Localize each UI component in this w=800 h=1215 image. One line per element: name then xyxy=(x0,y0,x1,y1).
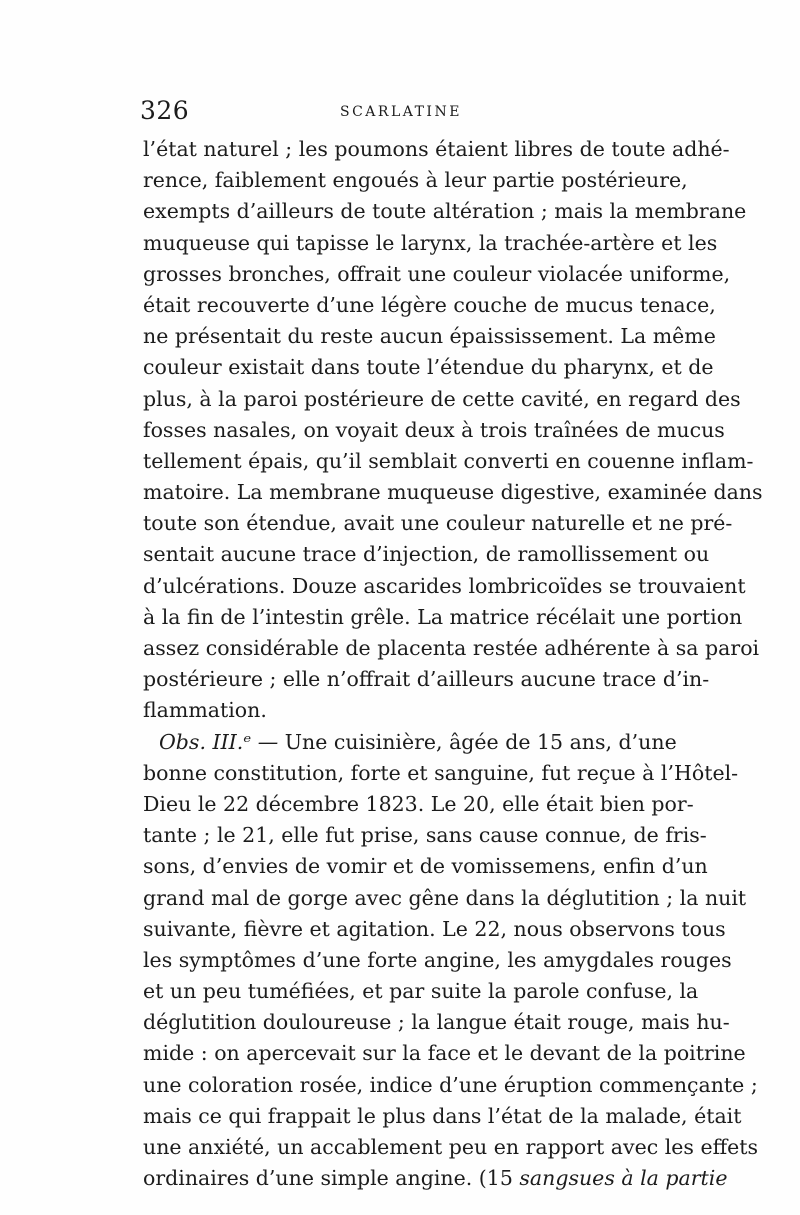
page-number: 326 xyxy=(140,96,190,125)
observation-text: Une cuisinière, âgée de 15 ans, d’une xyxy=(278,729,677,754)
text-line: l’état naturel ; les poumons étaient libres de toute adhé- xyxy=(143,137,730,161)
text-line: fosses nasales, on voyait deux à trois traînées de mucus xyxy=(143,417,725,442)
text-line: matoire. La membrane muqueuse digestive, examinée dans xyxy=(143,480,763,505)
text-line: assez considérable de placenta restée adhérente à sa paroi xyxy=(143,636,760,660)
text-line: tante ; le 21, elle fut prise, sans cause connue, de fris- xyxy=(143,823,707,848)
text-line: tellement épais, qu’il semblait converti en couenne inflam- xyxy=(143,448,754,473)
text-line: couleur existait dans toute l’étendue du pharynx, et de xyxy=(143,355,714,380)
observation-heading-line xyxy=(143,727,677,758)
text-line: grand mal de gorge avec gêne dans la déglutition ; la nuit xyxy=(143,885,747,910)
text-line: une anxiété, un accablement peu en rapport avec les effets xyxy=(143,1135,759,1159)
text-line: les symptômes d’une forte angine, les amygdales rouges xyxy=(143,947,732,972)
text-line: grosses bronches, offrait une couleur violacée uniforme, xyxy=(143,261,731,286)
text-line: d’ulcérations. Douze ascarides lombricoïdes se trouvaient xyxy=(143,573,746,598)
observation-label: Obs. III.ᵉ — xyxy=(159,729,279,754)
text-line: mais ce qui frappait le plus dans l’état de la malade, était xyxy=(143,1103,742,1128)
running-title: SCARLATINE xyxy=(340,104,462,120)
text-line: à la fin de l’intestin grêle. La matrice récélait une portion xyxy=(143,604,743,629)
final-line-roman: ordinaires d’une simple angine. (15 xyxy=(143,1166,520,1191)
text-line: rence, faiblement engoués à leur partie postérieure, xyxy=(143,168,688,193)
page-header xyxy=(140,96,660,128)
body-text xyxy=(143,134,763,1194)
text-line: exempts d’ailleurs de toute altération ; mais la membrane xyxy=(143,199,747,224)
text-line: toute son étendue, avait une couleur naturelle et ne pré- xyxy=(143,511,733,536)
text-line: muqueuse qui tapisse le larynx, la trachée-artère et les xyxy=(143,230,718,255)
text-line: postérieure ; elle n’offrait d’ailleurs aucune trace d’in- xyxy=(143,667,710,692)
text-line: mide : on apercevait sur la face et le devant de la poitrine xyxy=(143,1041,746,1066)
text-line: bonne constitution, forte et sanguine, fut reçue à l’Hôtel- xyxy=(143,760,739,785)
text-line: flammation. xyxy=(143,698,267,723)
text-line: était recouverte d’une légère couche de mucus tenace, xyxy=(143,292,716,317)
text-line: sentait aucune trace d’injection, de ramollissement ou xyxy=(143,542,710,567)
text-line: plus, à la paroi postérieure de cette cavité, en regard des xyxy=(143,386,741,411)
final-text-line xyxy=(143,1163,728,1194)
text-line: déglutition douloureuse ; la langue était rouge, mais hu- xyxy=(143,1010,730,1035)
text-line: suivante, fièvre et agitation. Le 22, nous observons tous xyxy=(143,916,726,941)
text-line: une coloration rosée, indice d’une éruption commençante ; xyxy=(143,1072,758,1097)
final-line-italic: sangsues à la partie xyxy=(519,1166,728,1191)
text-line: sons, d’envies de vomir et de vomissemens, enfin d’un xyxy=(143,854,708,879)
text-line: et un peu tuméfiées, et par suite la parole confuse, la xyxy=(143,979,699,1004)
text-line: Dieu le 22 décembre 1823. Le 20, elle était bien por- xyxy=(143,791,694,816)
text-line: ne présentait du reste aucun épaississement. La même xyxy=(143,324,716,349)
